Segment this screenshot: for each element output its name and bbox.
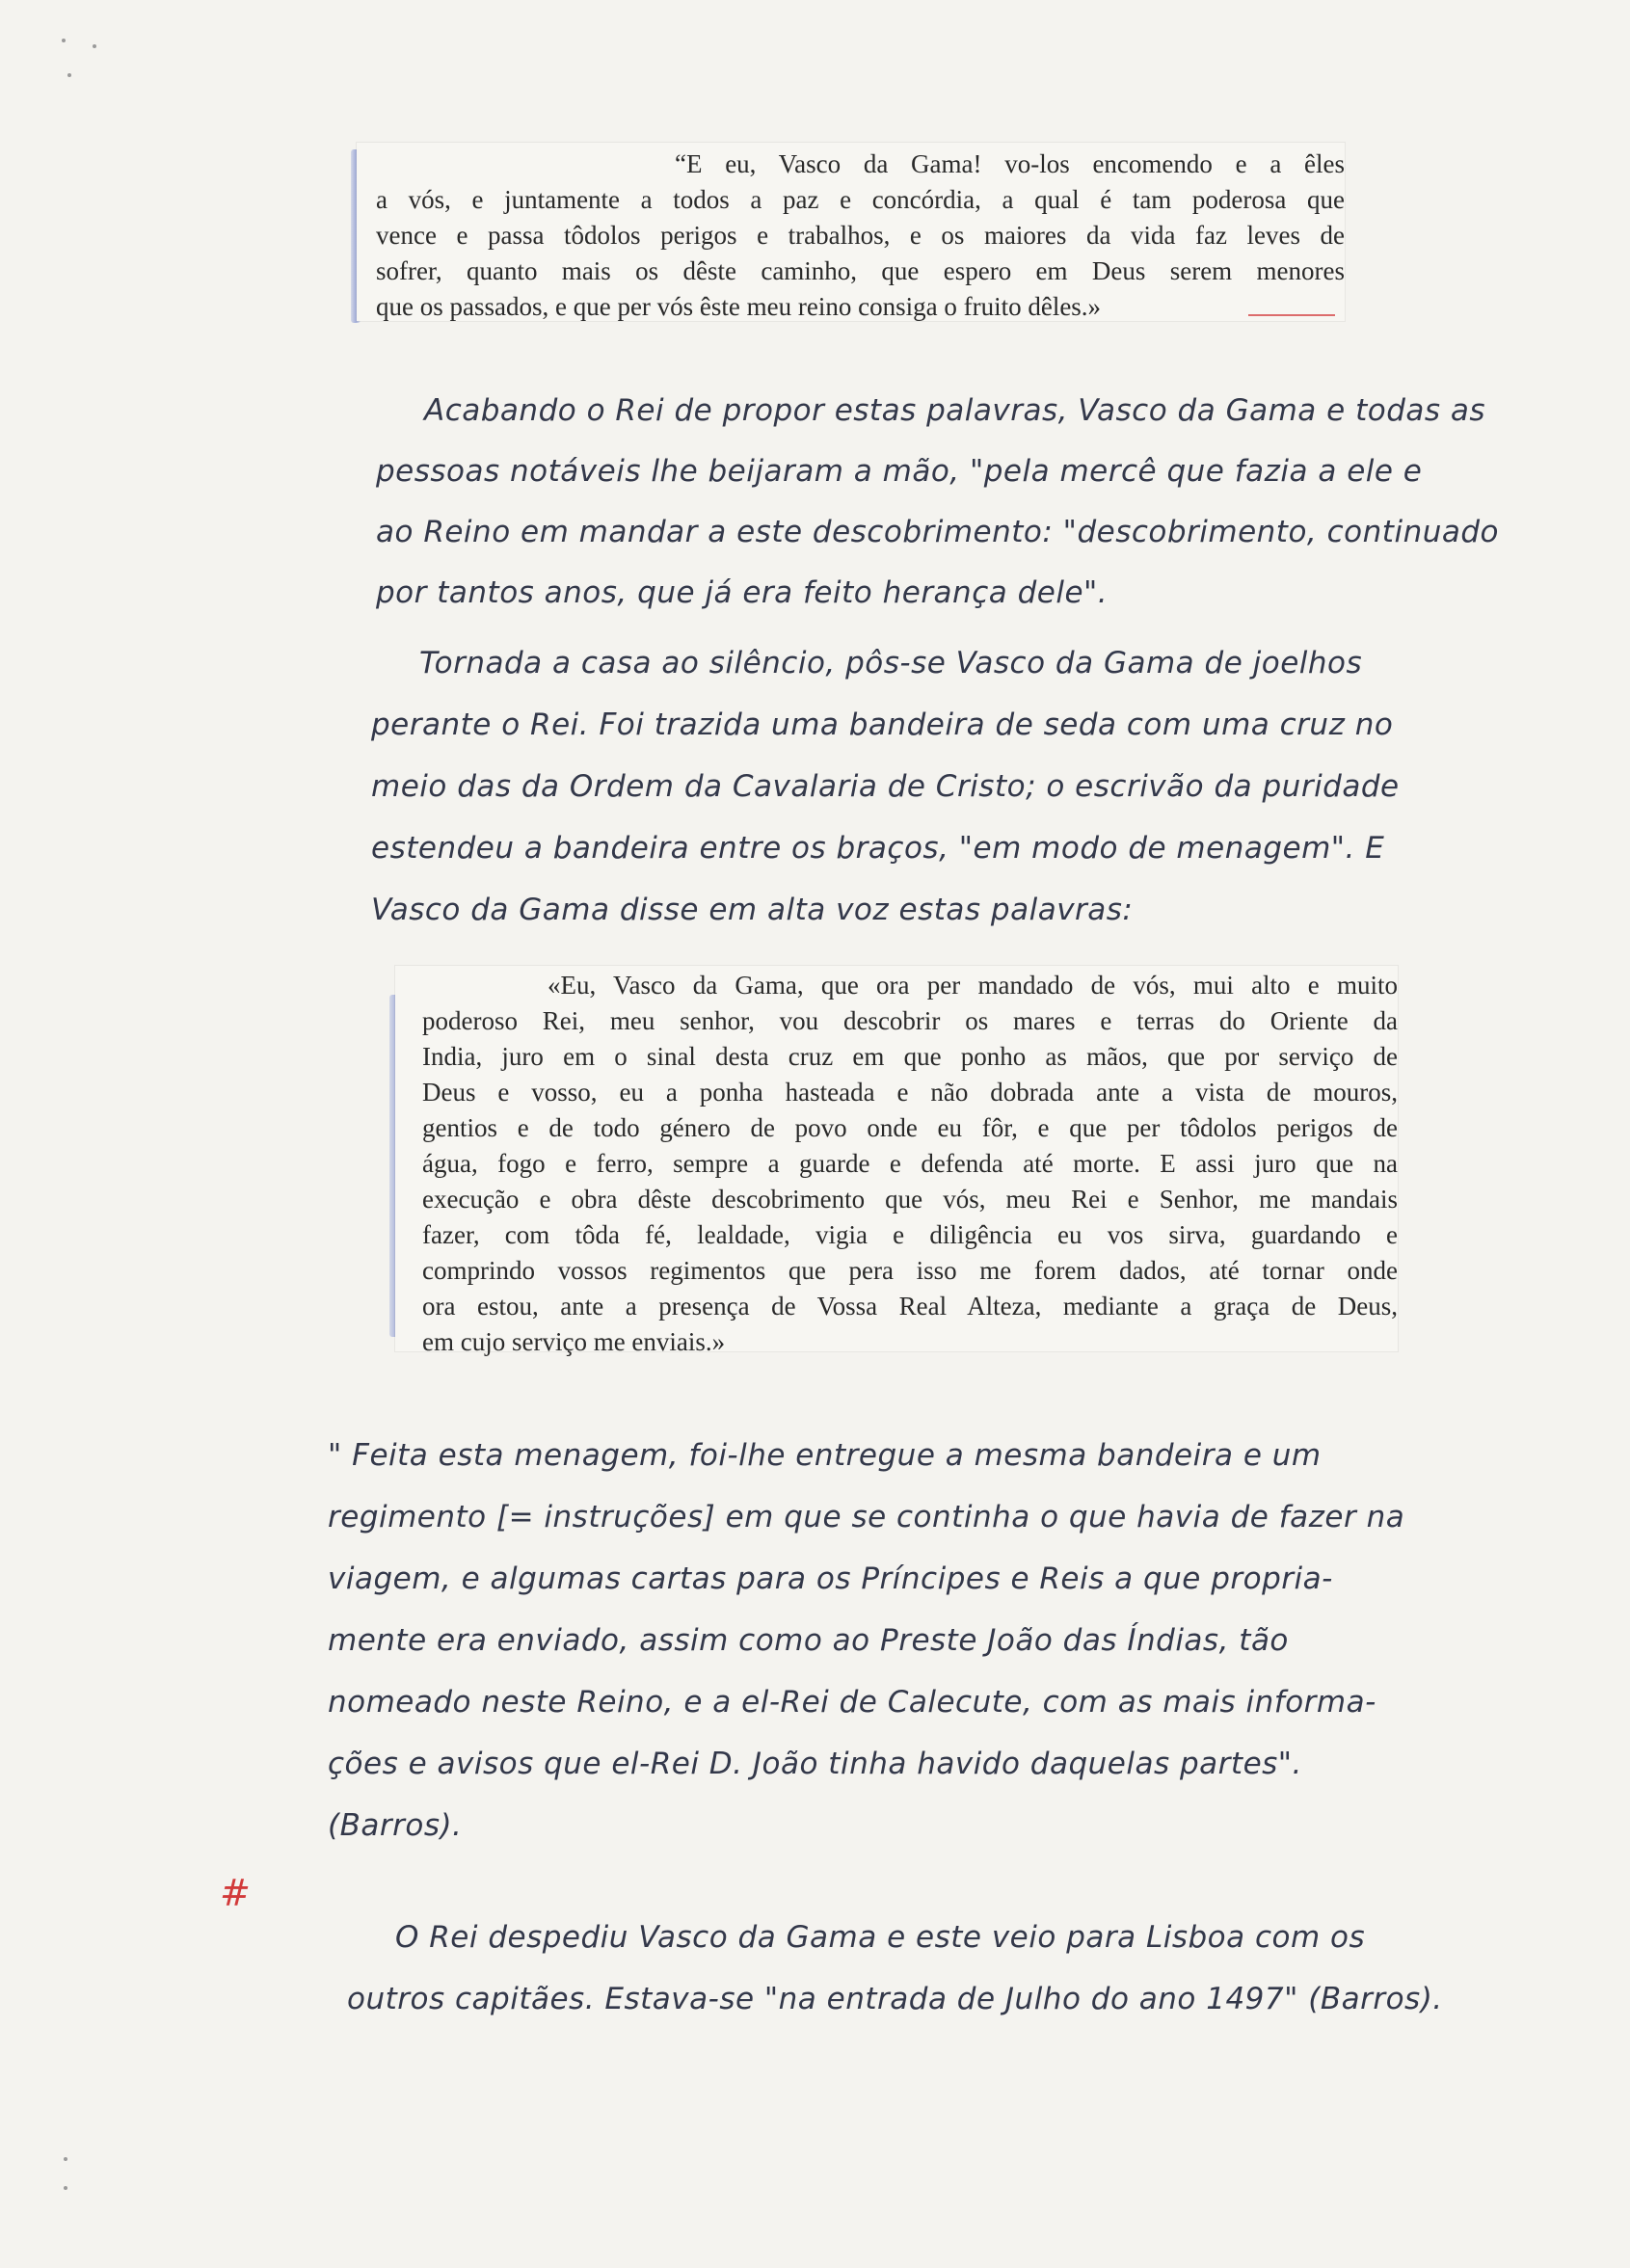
paper-speck: [67, 73, 71, 77]
handwritten-line: viagem, e algumas cartas para os Príncipes e Reis a que propria-: [328, 1561, 1333, 1596]
handwritten-line: estendeu a bandeira entre os braços, "em modo de menagem". E: [371, 831, 1385, 866]
handwritten-line: Tornada a casa ao silêncio, pôs-se Vasco da Gama de joelhos: [419, 646, 1363, 680]
handwritten-paragraph-4: [347, 1907, 1443, 2030]
printed-clipping-bottom: [395, 966, 1398, 1356]
clipping-top-line: vence e passa tôdolos perigos e trabalhos, e os maiores da vida faz leves de: [376, 221, 1345, 250]
paper-speck: [93, 44, 96, 48]
clipping-top-line: “E eu, Vasco da Gama! vo-los encomendo e a êles: [675, 149, 1345, 178]
clipping-top-line: sofrer, quanto mais os dêste caminho, que espero em Deus serem menores: [376, 256, 1345, 285]
handwritten-line: ao Reino em mandar a este descobrimento: "descobrimento, continuado: [376, 515, 1499, 549]
handwritten-line: por tantos anos, que já era feito herança dele".: [376, 575, 1109, 610]
clipping-top-line: a vós, e juntamente a todos a paz e concórdia, a qual é tam poderosa que: [376, 185, 1345, 214]
clipping-bottom-line: água, fogo e ferro, sempre a guarde e defenda até morte. E assi juro que na: [422, 1149, 1398, 1178]
clipping-bottom-line: Deus e vosso, eu a ponha hasteada e não dobrada ante a vista de mouros,: [422, 1078, 1398, 1107]
clipping-bottom-line: comprindo vossos regimentos que pera isso me forem dados, até tornar onde: [422, 1256, 1398, 1285]
paper-speck: [64, 2186, 67, 2190]
handwritten-paragraph-2: [371, 632, 1400, 941]
clipping-bottom-line: execução e obra dêste descobrimento que vós, meu Rei e Senhor, me mandais: [422, 1185, 1398, 1214]
clipping-bottom-line: poderoso Rei, meu senhor, vou descobrir os mares e terras do Oriente da: [422, 1006, 1398, 1035]
handwritten-line: nomeado neste Reino, e a el-Rei de Calecute, com as mais informa-: [328, 1685, 1376, 1720]
handwritten-line: Acabando o Rei de propor estas palavras, Vasco da Gama e todas as: [424, 393, 1486, 428]
handwritten-line: Vasco da Gama disse em alta voz estas palavras:: [371, 893, 1134, 927]
handwritten-line: meio das da Ordem da Cavalaria de Cristo; o escrivão da puridade: [371, 769, 1400, 804]
handwritten-line: outros capitães. Estava-se "na entrada de Julho do ano 1497" (Barros).: [347, 1982, 1443, 2016]
clipping-bottom-line: gentios e de todo género de povo onde eu fôr, e que per tôdolos perigos de: [422, 1113, 1398, 1142]
clipping-bottom-line: em cujo serviço me enviais.»: [422, 1327, 726, 1356]
red-margin-mark: #: [220, 1872, 251, 1914]
clipping-bottom-line: fazer, com tôda fé, lealdade, vigia e diligência eu vos sirva, guardando e: [422, 1220, 1398, 1249]
handwritten-line: (Barros).: [328, 1808, 463, 1843]
handwritten-line: perante o Rei. Foi trazida uma bandeira de seda com uma cruz no: [371, 707, 1394, 742]
handwritten-paragraph-1: [376, 381, 1499, 624]
clipping-bottom-line: «Eu, Vasco da Gama, que ora per mandado de vós, mui alto e muito: [548, 971, 1398, 1000]
clipping-top-line: que os passados, e que per vós êste meu reino consiga o fruito dêles.»: [376, 292, 1102, 321]
clipping-bottom-line: ora estou, ante a presença de Vossa Real Alteza, mediante a graça de Deus,: [422, 1292, 1398, 1321]
handwritten-line: pessoas notáveis lhe beijaram a mão, "pela mercê que fazia a ele e: [376, 454, 1423, 489]
handwritten-paragraph-3: [328, 1425, 1404, 1856]
handwritten-line: " Feita esta menagem, foi-lhe entregue a mesma bandeira e um: [328, 1438, 1322, 1473]
red-underline-mark: [1248, 314, 1335, 316]
paper-speck: [64, 2157, 67, 2161]
handwritten-line: mente era enviado, assim como ao Preste João das Índias, tão: [328, 1623, 1289, 1658]
handwritten-line: O Rei despediu Vasco da Gama e este veio para Lisboa com os: [395, 1920, 1366, 1955]
handwritten-line: ções e avisos que el-Rei D. João tinha havido daquelas partes".: [328, 1747, 1302, 1781]
clipping-bottom-line: India, juro em o sinal desta cruz em que ponho as mãos, que por serviço de: [422, 1042, 1398, 1071]
handwritten-line: regimento [= instruções] em que se continha o que havia de fazer na: [328, 1500, 1405, 1534]
printed-clipping-top: [357, 143, 1345, 321]
paper-speck: [62, 39, 66, 42]
